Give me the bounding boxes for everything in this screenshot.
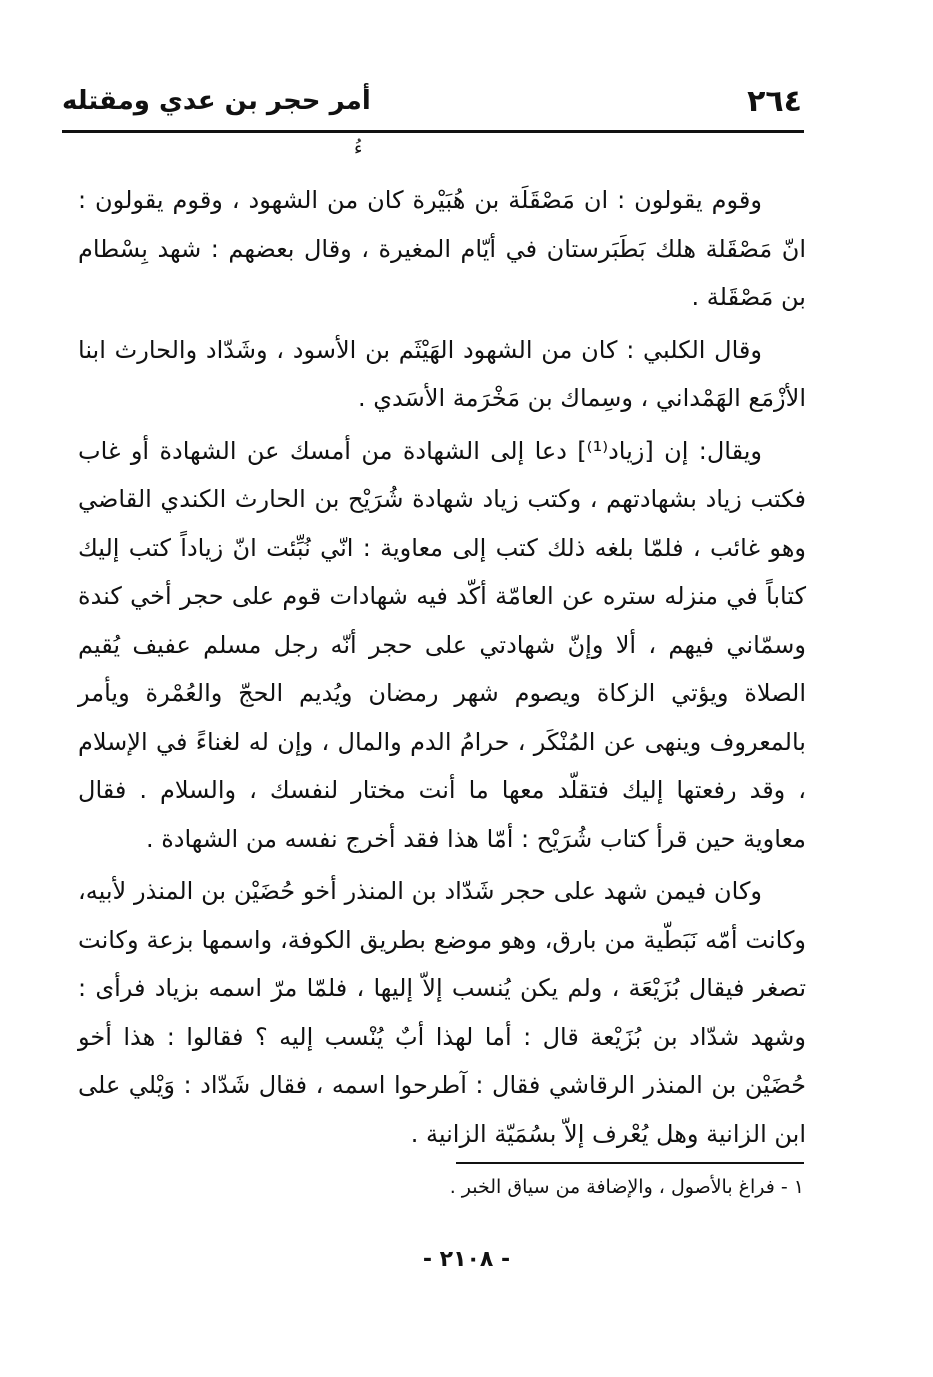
paragraph-1: وقوم يقولون : ان مَصْقَلَة بن هُبَيْرة كان من الشهود ، وقوم يقولون : انّ مَصْقَلة هلك بَطَبَرستان في أيّام المغيرة ، وقال بعضهم : شهد بِسْطام بن مَصْقَلة .: [78, 186, 806, 311]
folio-number: - ٢١٠٨ -: [422, 1247, 511, 1272]
paragraph-3: ويقال: إن [زياد⁽¹⁾] دعا إلى الشهادة من أمسك عن الشهادة أو غاب فكتب زياد بشهادتهم ، وكتب زياد شهادة شُرَيْح بن الحارث الكندي القاضي وهو غائب ، فلمّا بلغه ذلك كتب إلى معاوية : انّي نُبِّئت انّ زياداً كتب إليك كتاباً في منزله ستره عن العامّة أكّد فيه شهادات قوم على حجر أخي كندة وسمّاني فيهم ، ألا وإنّ شهادتي على حجر أنّه رجل مسلم عفيف يُقيم الصلاة ويؤتي الزكاة ويصوم شهر رمضان ويُديم الحجّ والعُمْرة ويأمر بالمعروف وينهى عن المُنْكَر ، حرامُ الدم والمال ، وإن له لغناءً في الإسلام ، وقد رفعتها إليك فتقلّد معها ما أنت مختار لنفسك ، والسلام . فقال معاوية حين قرأ كتاب شُرَيْح : أمّا هذا فقد أخرج نفسه من الشهادة .: [78, 436, 806, 853]
body-text: [78, 176, 806, 1162]
paragraph-4: وكان فيمن شهد على حجر شَدّاد بن المنذر أخو حُضَيْن بن المنذر لأبيه، وكانت أمّه نَبَطّية من بارق، وهو موضع بطريق الكوفة، واسمها بزعة وكانت تصغر فيقال بُزَيْعَة ، ولم يكن يُنسب إلاّ إليها ، فلمّا مرّ اسمه بزياد فرأى : وشهد شدّاد بن بُزَيْعة قال : أما لهذا أبٌ يُنْسب إليه ؟ فقالوا : هذا أخو حُضَيْن بن المنذر الرقاشي فقال : آطرحوا اسمه ، فقال شَدّاد : وَيْلي على ابن الزانية وهل يُعْرف إلاّ بسُمَيّة الزانية .: [78, 877, 806, 1148]
running-title: أمر حجر بن عدي ومقتله: [62, 86, 371, 116]
footnote-divider: [456, 1162, 804, 1164]
page-number: ٢٦٤: [747, 84, 802, 119]
header-divider: [62, 130, 804, 133]
top-mark: ءُ: [354, 138, 363, 159]
page-header: [62, 80, 802, 128]
footnote: ١ - فراغ بالأصول ، والإضافة من سياق الخبر .: [449, 1176, 804, 1198]
paragraph-2: وقال الكلبي : كان من الشهود الهَيْثَم بن الأسود ، وشَدّاد والحارث ابنا الأزْمَع الهَمْداني ، وسِماك بن مَخْرَمة الأسَدي .: [78, 335, 806, 412]
